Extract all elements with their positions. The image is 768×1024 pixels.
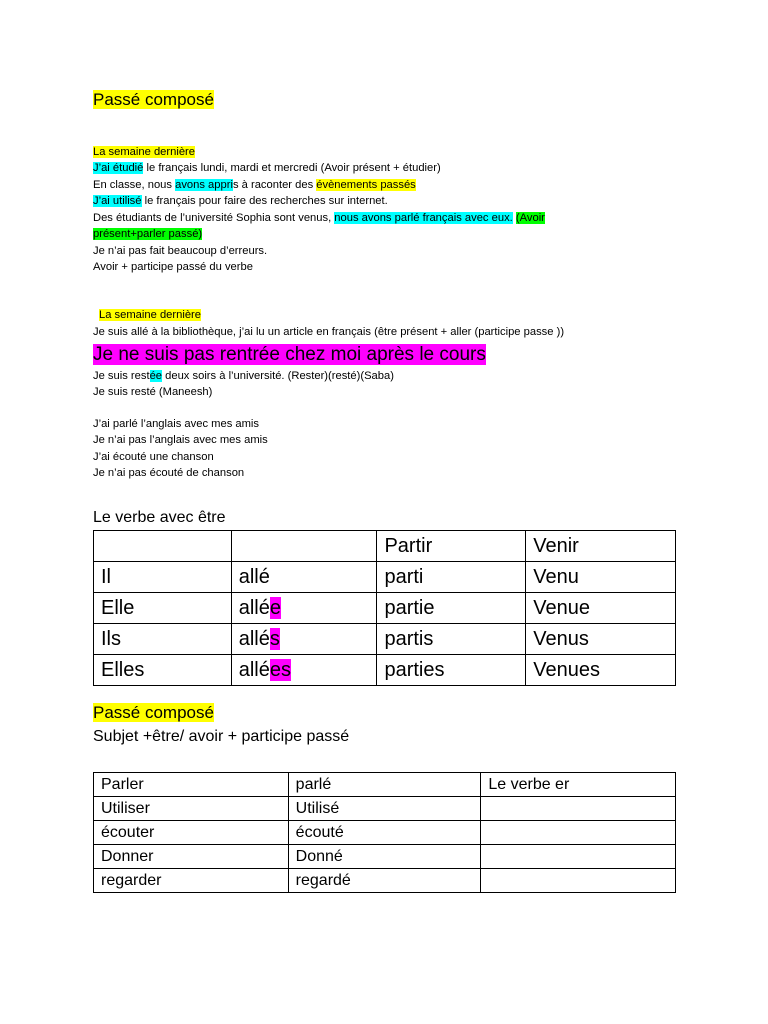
- table-cell: allé: [231, 562, 377, 593]
- table-cell: Le verbe er: [481, 773, 676, 797]
- table-cell: [94, 531, 232, 562]
- table-row: [94, 655, 676, 686]
- table-cell: Parler: [94, 773, 289, 797]
- table-cell: Il: [94, 562, 232, 593]
- section1-heading: La semaine dernière: [93, 146, 195, 158]
- section2-big-sentence: Je ne suis pas rentrée chez moi après le cours: [93, 344, 486, 365]
- example-line: J’ai écouté une chanson: [93, 451, 214, 463]
- table-row: [94, 624, 676, 655]
- table-cell: allée: [231, 593, 377, 624]
- section1-line-7: Avoir + participe passé du verbe: [93, 261, 253, 273]
- section2-line-4: Je suis resté (Maneesh): [93, 386, 213, 398]
- table-cell: écouté: [288, 821, 481, 845]
- table-row: [94, 845, 676, 869]
- table-cell: Ils: [94, 624, 232, 655]
- section1-line-6: Je n’ai pas fait beaucoup d’erreurs.: [93, 245, 268, 257]
- section1-line-5: présent+parler passé): [93, 228, 203, 240]
- table1-caption: Le verbe avec être: [93, 509, 226, 526]
- table-row: [94, 593, 676, 624]
- section1-line-1: J’ai étudié le français lundi, mardi et mercredi (Avoir présent + étudier): [93, 162, 441, 174]
- er-verb-table: [93, 772, 676, 893]
- table-cell: partie: [377, 593, 526, 624]
- etre-verb-table: [93, 530, 676, 686]
- table-cell: écouter: [94, 821, 289, 845]
- section3-title: Passé composé: [93, 703, 214, 722]
- section2-heading: La semaine dernière: [99, 309, 201, 321]
- table-cell: allées: [231, 655, 377, 686]
- example-line: Je n’ai pas l’anglais avec mes amis: [93, 434, 268, 446]
- table-cell: parti: [377, 562, 526, 593]
- table-cell: Utilisé: [288, 797, 481, 821]
- table-row: [94, 821, 676, 845]
- table-cell: [481, 869, 676, 893]
- table-cell: [231, 531, 377, 562]
- table-row: [94, 773, 676, 797]
- section2-line-3: Je suis restée deux soirs à l’université. (Rester)(resté)(Saba): [93, 370, 394, 382]
- section1-line-2: En classe, nous avons appris à raconter des évènements passés: [93, 179, 416, 191]
- table-cell: Venues: [526, 655, 676, 686]
- table-cell: Elles: [94, 655, 232, 686]
- example-line: J’ai parlé l’anglais avec mes amis: [93, 418, 260, 430]
- table-cell: regardé: [288, 869, 481, 893]
- table-cell: regarder: [94, 869, 289, 893]
- table-row: [94, 562, 676, 593]
- table-row: [94, 797, 676, 821]
- table-cell: Donner: [94, 845, 289, 869]
- table-cell: parties: [377, 655, 526, 686]
- table-cell: Venue: [526, 593, 676, 624]
- table-cell: allés: [231, 624, 377, 655]
- table-cell: Venir: [526, 531, 676, 562]
- table-cell: Donné: [288, 845, 481, 869]
- table-cell: [481, 821, 676, 845]
- table-row: [94, 869, 676, 893]
- table-cell: Utiliser: [94, 797, 289, 821]
- table-row: [94, 531, 676, 562]
- table-cell: Elle: [94, 593, 232, 624]
- section2-line-1: Je suis allé à la bibliothèque, j’ai lu un article en français (être présent + aller (participe passe )): [93, 326, 565, 338]
- example-line: Je n’ai pas écouté de chanson: [93, 467, 245, 479]
- table-cell: Partir: [377, 531, 526, 562]
- table-cell: partis: [377, 624, 526, 655]
- section1-line-3: J’ai utilisé le français pour faire des recherches sur internet.: [93, 195, 388, 207]
- page-title: Passé composé: [93, 90, 214, 109]
- section1-line-4: Des étudiants de l’université Sophia sont venus, nous avons parlé français avec eux. (Avoir: [93, 212, 545, 224]
- table-cell: parlé: [288, 773, 481, 797]
- table-cell: Venu: [526, 562, 676, 593]
- table-cell: Venus: [526, 624, 676, 655]
- section3-formula: Subjet +être/ avoir + participe passé: [93, 728, 350, 745]
- table-cell: [481, 797, 676, 821]
- table-cell: [481, 845, 676, 869]
